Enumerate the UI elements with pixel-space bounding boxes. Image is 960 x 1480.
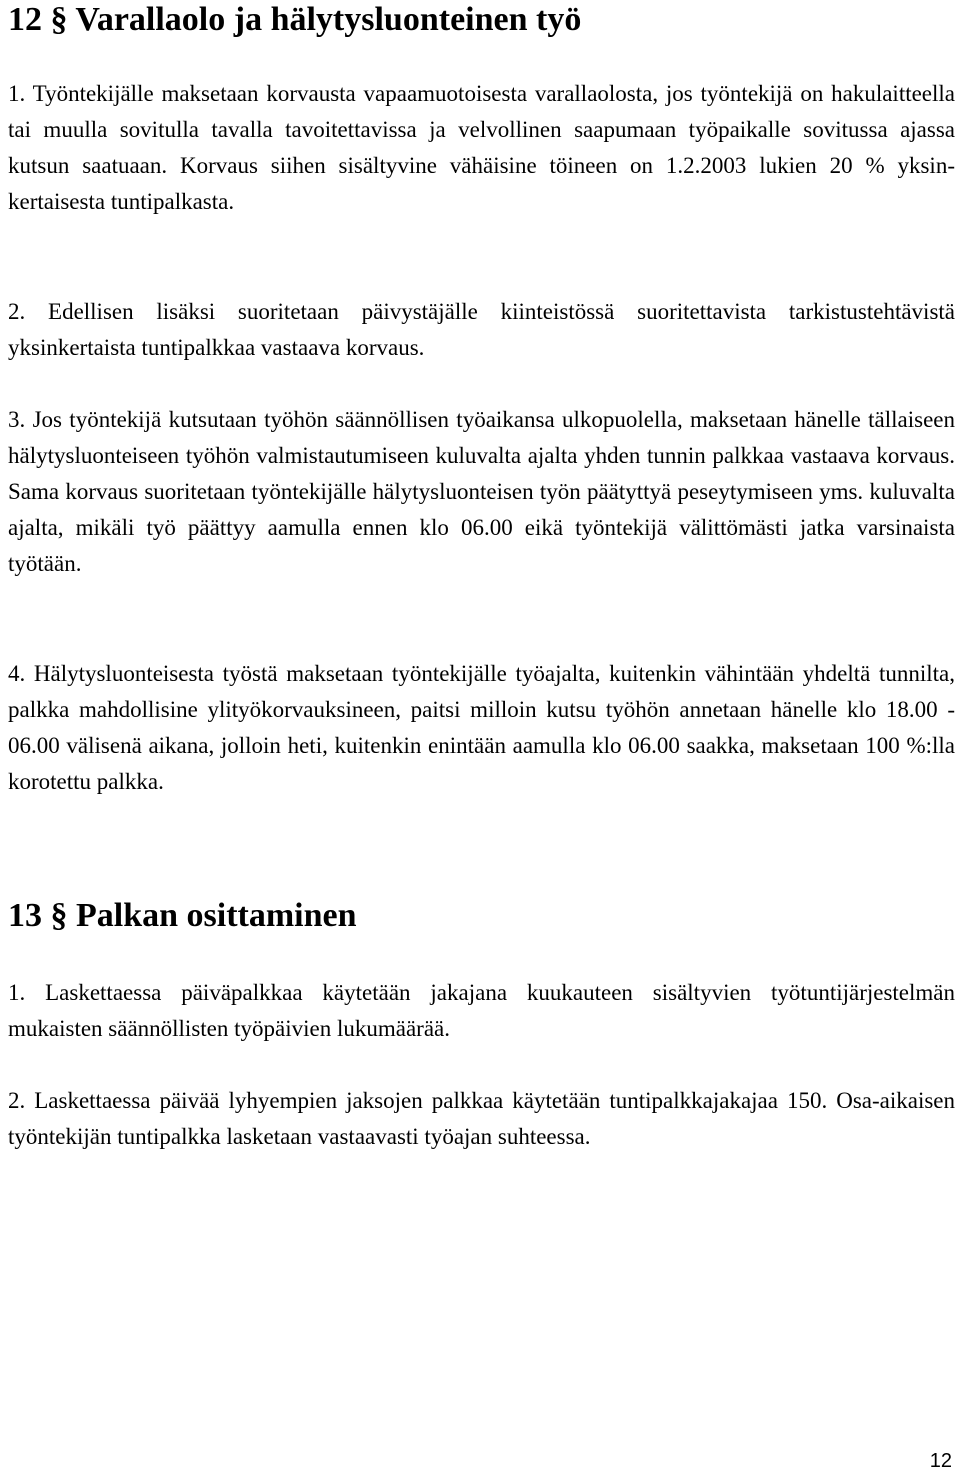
section-12-paragraph-4: 4. Hälytysluonteisesta työstä maksetaan työntekijälle työajalta, kuitenkin vähintään yhdeltä tunnilta, palkka mahdollisine ylityökorvauksineen, paitsi milloin kutsu työhön annetaan hänelle klo 18.00 - 06.00 välisenä aikana, jolloin heti, kuitenkin enintään aamulla klo 06.00 saakka, maksetaan 100 %:lla korotettu palkka. <box>8 661 955 794</box>
section-13-paragraph-2: 2. Laskettaessa päivää lyhyempien jaksojen palkkaa käytetään tuntipalkkajakajaa 150. Osa-aikaisen työntekijän tuntipalkka lasketaan vastaavasti työajan suhteessa. <box>8 1088 955 1149</box>
section-12-heading: 12 § Varallaolo ja hälytysluonteinen työ <box>8 1 582 38</box>
page-number: 12 <box>929 1450 952 1472</box>
section-12-paragraph-2: 2. Edellisen lisäksi suoritetaan päivystäjälle kiinteistössä suoritettavista tarkistustehtävistä yksinkertaista tuntipalkkaa vastaava korvaus. <box>8 299 955 360</box>
section-13-heading: 13 § Palkan osittaminen <box>8 897 357 934</box>
section-12-paragraph-1: 1. Työntekijälle maksetaan korvausta vapaamuotoisesta varallaolosta, jos työntekijä on hakulaitteella tai muulla sovitulla tavalla tavoitettavissa ja velvollinen saapumaan työpaikalle sovitussa ajassa kutsun saatuaan. Korvaus siihen sisältyvine vähäisine töineen on 1.2.2003 lukien 20 % yksinkertaisesta tuntipalkasta. <box>8 81 955 214</box>
section-13-paragraph-1: 1. Laskettaessa päiväpalkkaa käytetään jakajana kuukauteen sisältyvien työtuntijärjestelmän mukaisten säännöllisten työpäivien lukumäärää. <box>8 980 955 1041</box>
section-12-paragraph-3: 3. Jos työntekijä kutsutaan työhön säännöllisen työaikansa ulkopuolella, maksetaan hänelle tällaiseen hälytysluonteiseen työhön valmistautumiseen kuluvalta ajalta yhden tunnin palkkaa vastaava korvaus. Sama korvaus suoritetaan työntekijälle hälytysluonteisen työn päätyttyä peseytymiseen yms. kuluvalta ajalta, mikäli työ päättyy aamulla ennen klo 06.00 eikä työntekijä välittömästi jatka varsinaista työtään. <box>8 407 955 576</box>
